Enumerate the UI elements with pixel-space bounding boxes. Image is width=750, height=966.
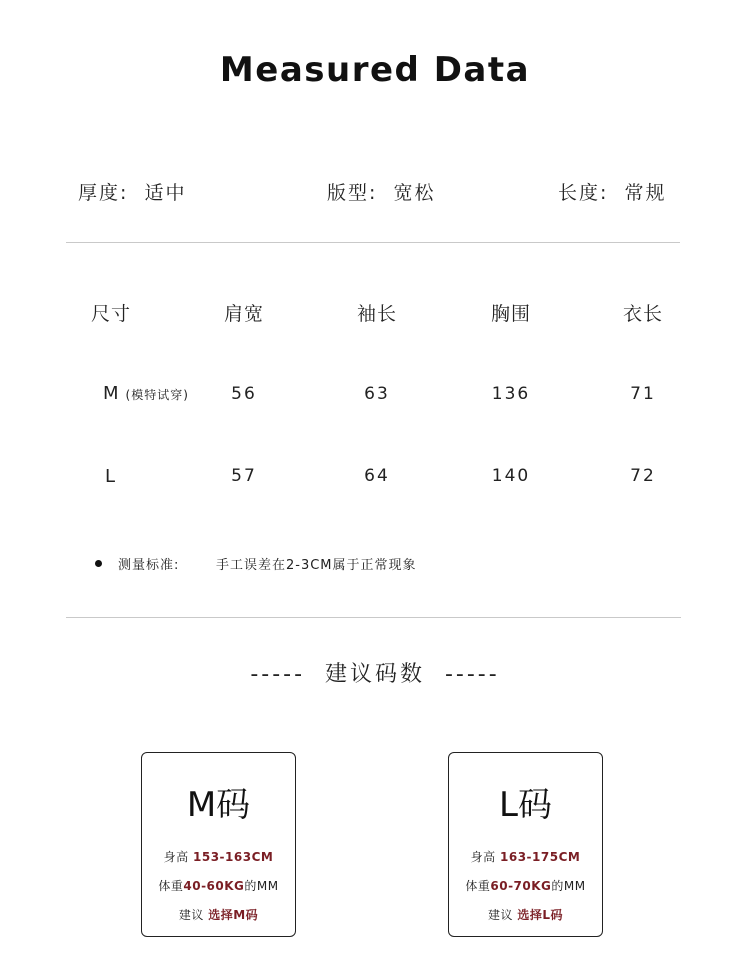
- row-l-shoulder: 57: [231, 466, 257, 486]
- row-l-length: 72: [630, 466, 656, 486]
- card-l-advice-label: 建议: [488, 908, 514, 922]
- card-l-advice-value: 选择L码: [517, 908, 563, 922]
- row-m-size-label: M: [103, 383, 120, 404]
- row-m-chest: 136: [491, 384, 531, 404]
- attr-length: [558, 178, 666, 205]
- header-size: 尺寸: [90, 303, 132, 325]
- card-m-advice-label: 建议: [178, 908, 204, 922]
- row-l-chest: 140: [491, 466, 531, 486]
- page-title: Measured Data: [219, 50, 531, 90]
- card-m-height-label: 身高: [163, 850, 189, 864]
- card-m-height: [142, 848, 295, 865]
- header-chest: 胸围: [490, 303, 532, 325]
- attr-fit-value: 宽松: [393, 182, 436, 204]
- card-l-weight: [449, 877, 602, 894]
- size-card-l: [448, 752, 603, 937]
- attr-fit-label: 版型:: [327, 182, 378, 204]
- row-l-size: [105, 466, 116, 487]
- row-l-sleeve: 64: [364, 466, 390, 486]
- card-l-height-label: 身高: [470, 850, 496, 864]
- attr-length-label: 长度:: [558, 182, 609, 204]
- card-l-title: L码: [499, 785, 552, 825]
- card-m-weight-value: 40-60KG: [183, 879, 245, 893]
- card-l-height: [449, 848, 602, 865]
- card-m-height-value: 153-163CM: [193, 850, 274, 864]
- row-m-size: [103, 383, 189, 404]
- card-l-height-value: 163-175CM: [500, 850, 581, 864]
- divider-bottom: [66, 617, 681, 618]
- card-l-advice: [449, 906, 602, 923]
- header-length: 衣长: [622, 303, 664, 325]
- row-m-sleeve: 63: [364, 384, 390, 404]
- size-card-m: [141, 752, 296, 937]
- recommend-header: ----- 建议码数 -----: [250, 662, 500, 687]
- attr-thickness-value: 适中: [144, 182, 187, 204]
- card-l-weight-suffix: 的MM: [551, 879, 586, 893]
- bullet-icon: [95, 560, 102, 567]
- card-m-weight: [142, 877, 295, 894]
- card-m-advice-value: 选择M码: [208, 908, 259, 922]
- attr-length-value: 常规: [624, 182, 667, 204]
- row-l-size-label: L: [105, 466, 117, 487]
- attr-thickness-label: 厚度:: [78, 182, 129, 204]
- measure-note-text: 手工误差在2-3CM属于正常现象: [216, 558, 417, 573]
- card-l-weight-label: 体重: [465, 879, 491, 893]
- header-sleeve: 袖长: [356, 303, 398, 325]
- row-m-length: 71: [630, 384, 656, 404]
- measure-note-label: 测量标准:: [118, 558, 180, 573]
- card-m-weight-label: 体重: [158, 879, 184, 893]
- header-shoulder: 肩宽: [223, 303, 265, 325]
- row-m-shoulder: 56: [231, 384, 257, 404]
- attr-thickness: [78, 178, 186, 205]
- card-m-advice: [142, 906, 295, 923]
- attr-fit: [327, 178, 435, 205]
- card-l-weight-value: 60-70KG: [490, 879, 552, 893]
- row-m-size-note: (模特试穿): [125, 388, 189, 402]
- card-m-weight-suffix: 的MM: [244, 879, 279, 893]
- card-m-title: M码: [186, 785, 251, 825]
- divider-top: [66, 242, 680, 243]
